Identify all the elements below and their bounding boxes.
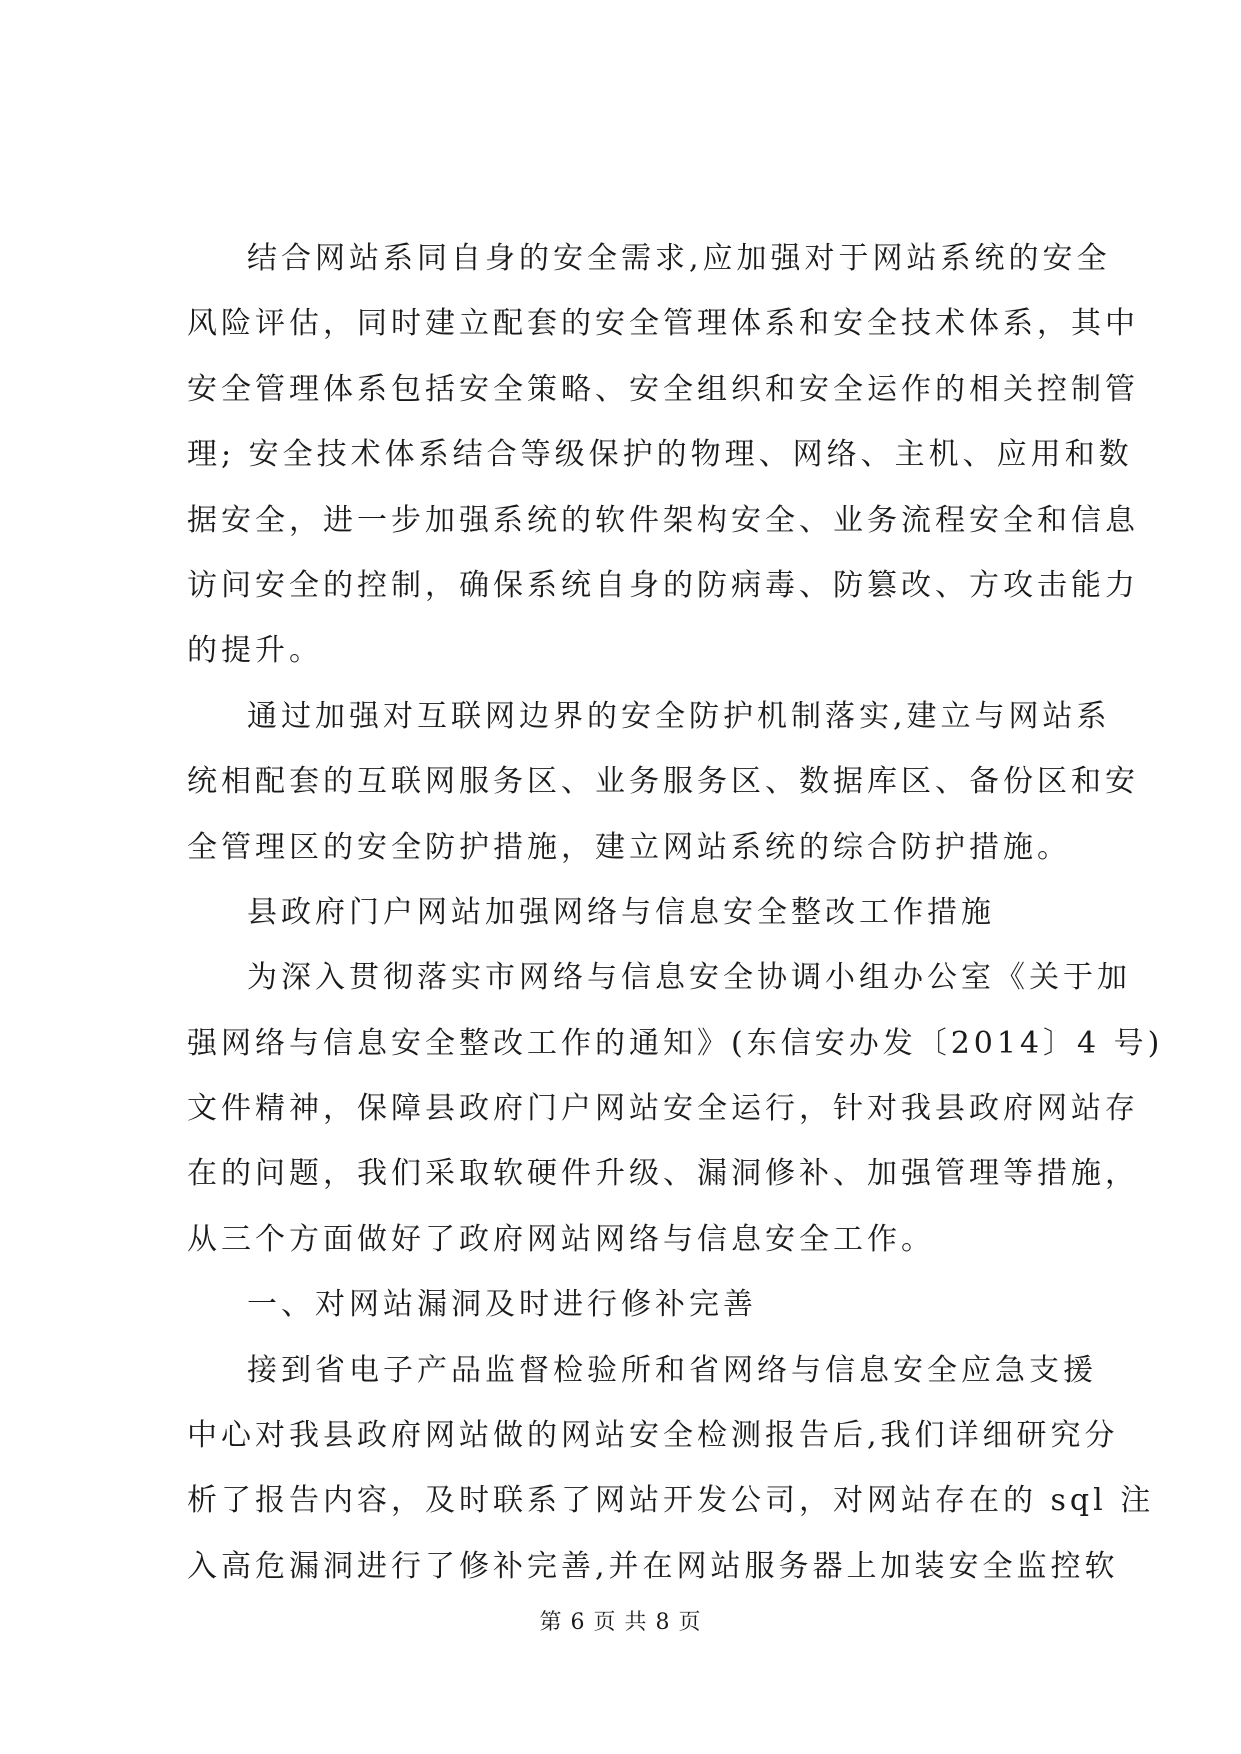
- text-line: 理; 安全技术体系结合等级保护的物理、网络、主机、应用和数: [187, 437, 1133, 473]
- text-line: 在的问题，我们采取软硬件升级、漏洞修补、加强管理等措施，: [187, 1156, 1139, 1192]
- text-line: 据安全，进一步加强系统的软件架构安全、业务流程安全和信息: [187, 502, 1139, 538]
- text-line: 的提升。: [187, 633, 323, 669]
- text-line: 文件精神，保障县政府门户网站安全运行，针对我县政府网站存: [187, 1091, 1139, 1127]
- text-line: 结合网站系同自身的安全需求,应加强对于网站系统的安全: [247, 241, 1111, 276]
- text-line: 通过加强对互联网边界的安全防护机制落实,建立与网站系: [247, 698, 1111, 734]
- text-line: 风险评估，同时建立配套的安全管理体系和安全技术体系，其中: [187, 306, 1139, 342]
- text-line: 一、对网站漏洞及时进行修补完善: [247, 1287, 757, 1323]
- text-line: 安全管理体系包括安全策略、安全组织和安全运作的相关控制管: [187, 371, 1139, 407]
- text-line: 入高危漏洞进行了修补完善,并在网站服务器上加装安全监控软: [187, 1548, 1119, 1584]
- document-body: [187, 226, 1164, 1599]
- page-number-footer: 第 6 页 共 8 页: [539, 1610, 702, 1635]
- text-line: 强网络与信息安全整改工作的通知》(东信安办发〔2014〕4 号): [187, 1025, 1164, 1061]
- text-line: 县政府门户网站加强网络与信息安全整改工作措施: [247, 894, 995, 930]
- text-line: 析了报告内容，及时联系了网站开发公司，对网站存在的 sql 注: [187, 1483, 1155, 1519]
- text-line: 接到省电子产品监督检验所和省网络与信息安全应急支援: [247, 1352, 1097, 1388]
- text-line: 为深入贯彻落实市网络与信息安全协调小组办公室《关于加: [247, 960, 1131, 996]
- text-line: 统相配套的互联网服务区、业务服务区、数据库区、备份区和安: [187, 764, 1139, 800]
- text-line: 访问安全的控制，确保系统自身的防病毒、防篡改、方攻击能力: [187, 567, 1139, 603]
- text-line: 全管理区的安全防护措施，建立网站系统的综合防护措施。: [187, 829, 1071, 865]
- text-line: 中心对我县政府网站做的网站安全检测报告后,我们详细研究分: [187, 1418, 1119, 1454]
- text-line: 从三个方面做好了政府网站网络与信息安全工作。: [187, 1221, 935, 1257]
